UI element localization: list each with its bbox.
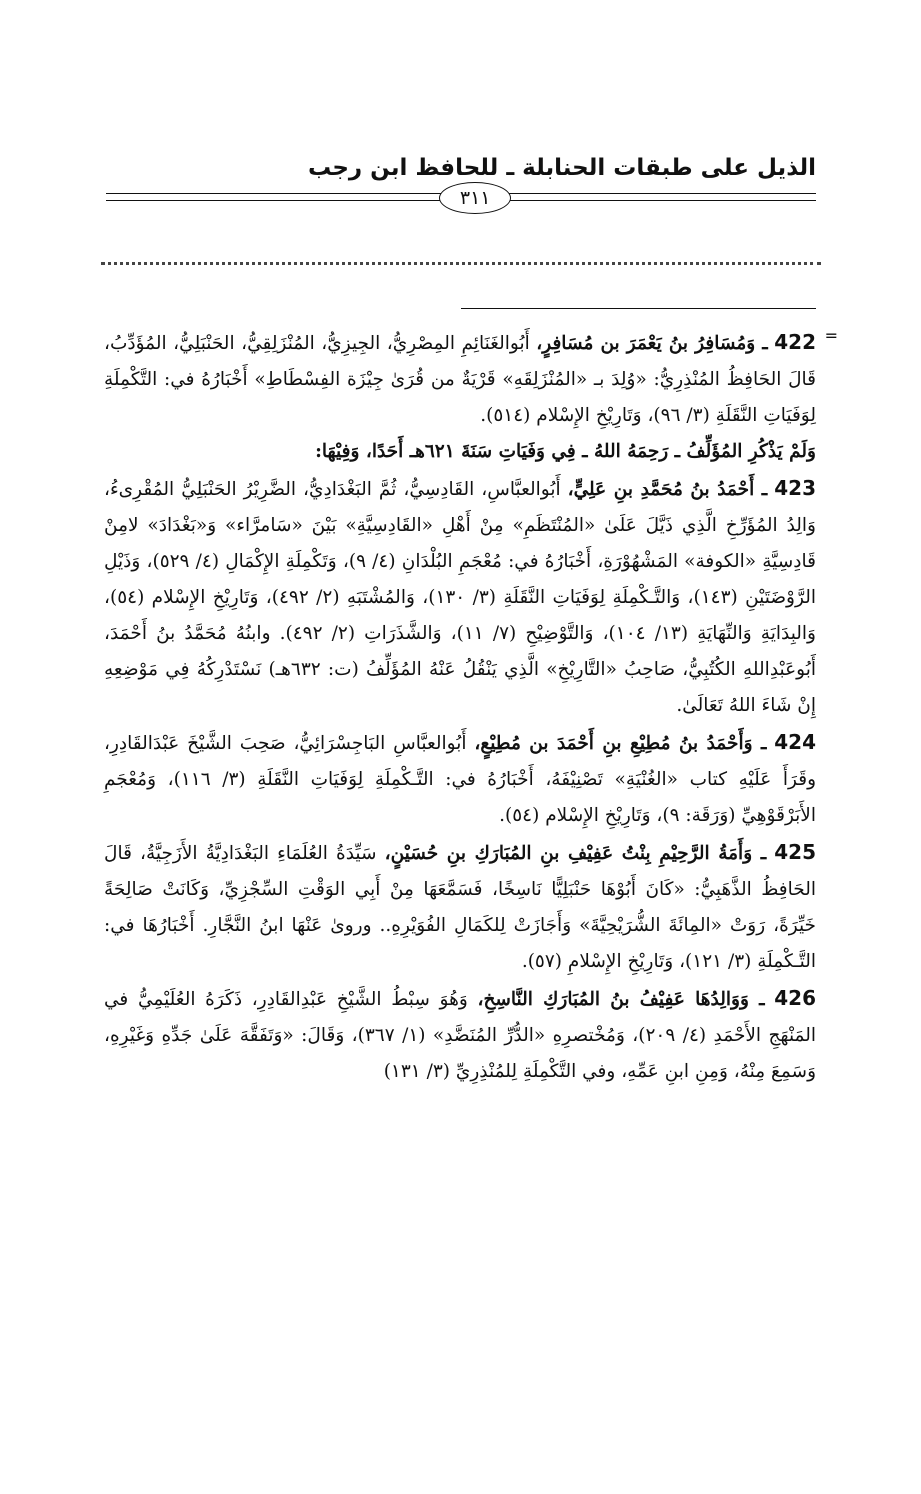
entry-number: 425	[774, 840, 817, 864]
entry-lead: ـ أَحْمَدُ بنُ مُحَمَّدِ بنِ عَلِيٍّ،	[567, 479, 768, 500]
footnote-body	[104, 324, 816, 1090]
entry-426	[104, 980, 816, 1090]
entry-text: أَبُوالعبَّاسِ البَاجِسْرَائِيُّ، صَحِبَ الشَّيْخَ عَبْدَالقَادِرِ، وقَرَأَ عَلَيْهِ كتاب «الغُنْيَةِ» تَصْنِيْفَهُ، أَخْبَارُهُ في: التَّـكْمِلَةِ لِوَفَيَاتِ النَّقَلَةِ (٣/ ١١٦)، وَمُعْجَمِ الأَبَرْقَوْهِيِّ (وَرَقَة: ٩)، وَتَارِيْخِ الإِسْلام (٥٤).	[104, 733, 817, 826]
entry-424	[104, 724, 816, 834]
entry-number: 423	[774, 476, 817, 500]
entry-423	[104, 470, 816, 724]
entry-text: أَبُوالغَنَائِمِ المِصْرِيُّ، الجِيزِيُّ، المُنْزَلِقِيُّ، الحَنْبَلِيُّ، المُؤَدِّبُ، قَالَ الحَافِظُ المُنْذِرِيُّ: «وُلِدَ بـ «المُنْزَلِقَهِ» قَرْيَةٌ من قُرَىٰ جِيْزَة الفِسْطَاطِ» أَخْبَارُهُ في: التَّكْمِلَةِ لِوَفَيَاتِ النَّقَلَةِ (٣/ ٩٦)، وَتَارِيْخِ الإِسْلام (٥١٤).	[104, 333, 816, 426]
entry-422	[104, 324, 816, 434]
entry-lead: ـ وَمُسَافِرُ بنُ يَعْمَرَ بن مُسَافِرٍ،	[536, 333, 768, 354]
footnote-rule	[461, 308, 816, 309]
note-line: وَلَمْ يَذْكُرِ المُؤَلِّفُ ـ رَحِمَهُ اللهُ ـ فِي وَفَيَاتِ سَنَةَ ٦٢١هـ أَحَدًا، وَفِيْهَا:	[315, 441, 816, 462]
entry-lead: ـ وَأَحْمَدُ بنُ مُطِيْعِ بنِ أَحْمَدَ بن مُطِيْعٍ،	[474, 733, 767, 754]
page-number: ٣١١	[439, 182, 511, 214]
entry-text: سَيِّدَةُ العُلَمَاءِ البَغْدَادِيَّةُ الأَزَجِيَّةُ، قَالَ الحَافِظُ الذَّهَبِيُّ: «كَانَ أَبُوْهَا حَنْبَلِيًّا نَاسِخًا، فَسَمَّعَهَا مِنْ أَبِي الوَقْتِ السِّجْزِيِّ، وَكَانَتْ صَالِحَةً خَيِّرَةً، رَوَتْ «المِائَةَ الشُّرَيْحِيَّةَ» وَأَجَازَتْ لِلكَمَالِ الفُوَيْرِهِ.. وروىٰ عَنْهَا ابنُ النَّجَّارِ. أَخْبَارُهَا في: التَّـكْمِلَةِ (٣/ ١٢١)، وَتَارِيْخِ الإِسْلامِ (٥٧).	[104, 843, 816, 972]
running-header-title: الذيل على طبقات الحنابلة ـ للحافظ ابن رجب	[307, 155, 816, 181]
header-rule	[106, 184, 816, 214]
entry-text: وَهُوَ سِبْطُ الشَّيْخِ عَبْدِالقَادِرِ، ذَكَرَهُ العُلَيْمِيُّ في المَنْهَجِ الأَحْمَدِ (٤/ ٢٠٩)، وَمُخْتصرِهِ «الدُّرِّ المُنَضَّدِ» (١/ ٣٦٧)، وَقَالَ: «وَتَفَقَّهَ عَلَىٰ جَدِّهِ وَغَيْرِهِ، وَسَمِعَ مِنْهُ، وَمِنِ ابنِ عَمِّهِ، وفي التَّكْمِلَةِ لِلمُنْذِرِيِّ (٣/ ١٣١)	[104, 989, 817, 1082]
entry-number: 422	[774, 330, 817, 354]
entry-number: 424	[774, 730, 816, 754]
entry-lead: ـ وَوَالِدُهَا عَفِيْفُ بنُ المُبَارَكِ النَّاسِخِ،	[477, 989, 765, 1010]
entry-lead: ـ وَأَمَةُ الرَّحِيْمِ بِنْتُ عَفِيْفِ بنِ المُبَارَكِ بنِ حُسَيْنٍ،	[384, 843, 767, 864]
entry-text: أَبُوالعبَّاسِ، القَادِسِيُّ، ثُمَّ البَغْدَادِيُّ، الضَّرِيْرُ الحَنْبَلِيُّ المُقْرِىءُ، وَالِدُ المُؤَرِّخِ الَّذِي ذَيَّلَ عَلَىٰ «المُنْتَظَمِ» مِنْ أَهْلِ «القَادِسِيَّةِ» بَيْنَ «سَامرَّاء» وَ«بَغْدَادَ» لامِنْ قَادِسِيَّةِ «الكوفة» المَشْهُوْرَةِ، أَخْبَارُهُ في: مُعْجَمِ البُلْدَانِ (٤/ ٩)، وَتَكْمِلَةِ الإِكْمَالِ (٤/ ٥٢٩)، وَذَيْلِ الرَّوْضَتَيْنِ (١٤٣)، وَالتَّـكْمِلَةِ لِوَفَيَاتِ النَّقَلَةِ (٣/ ١٣٠)، وَالمُشْتَبَهِ (٢/ ٤٩٢)، وَتَارِيْخِ الإِسْلام (٥٤)، وَالبِدَايَةِ وَالنِّهَايَةِ (١٣/ ١٠٤)، وَالتَّوْضِيْحِ (٧/ ١١)، وَالشَّذَرَاتِ (٢/ ٤٩٢). وابنُهُ مُحَمَّدُ بنُ أَحْمَدَ، أَبُوعَبْدِاللهِ الكُتُبِيُّ، صَاحِبُ «التَّارِيْخِ» الَّذِي يَنْقُلُ عَنْهُ المُؤَلِّفُ (ت: ٦٣٢هـ) نَسْتَدْرِكُهُ فِي مَوْضِعِهِ إِنْ شَاءَ اللهُ تَعَالَىٰ.	[104, 479, 816, 716]
dotted-separator	[101, 262, 821, 265]
entry-number: 426	[774, 986, 816, 1010]
footnote-continuation-marker: =	[824, 326, 838, 345]
entry-425	[104, 834, 816, 980]
